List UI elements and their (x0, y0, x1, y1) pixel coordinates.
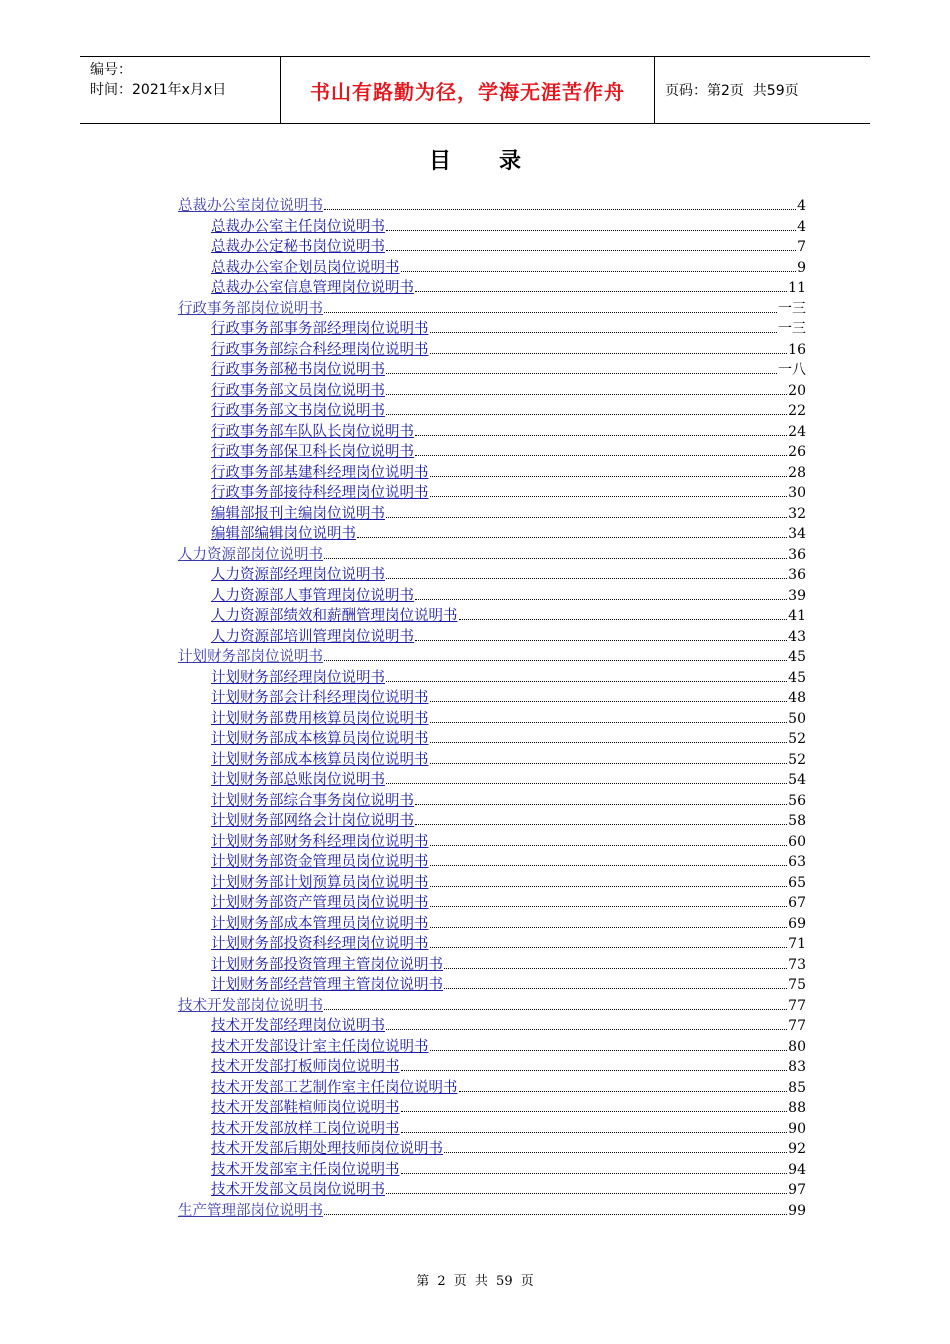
toc-entry-link[interactable]: 总裁办公室主任岗位说明书 (211, 218, 385, 235)
toc-entry[interactable] (178, 1180, 806, 1201)
toc-page-number: 45 (788, 669, 806, 686)
toc-page-number: 99 (788, 1202, 806, 1219)
toc-page-number: 一三 (778, 321, 806, 337)
toc-dot-leader (430, 865, 788, 866)
toc-dot-leader (415, 640, 787, 641)
toc-entry-link[interactable]: 计划财务部成本核算员岗位说明书 (211, 731, 429, 747)
toc-entry[interactable] (178, 606, 806, 627)
toc-entry[interactable] (178, 319, 806, 340)
toc-entry[interactable] (178, 463, 806, 484)
toc-entry[interactable] (178, 729, 806, 750)
toc-entry[interactable] (178, 668, 806, 689)
toc-dot-leader (415, 804, 787, 805)
toc-dot-leader (430, 906, 788, 907)
toc-entry-link[interactable]: 计划财务部会计科经理岗位说明书 (211, 690, 429, 706)
toc-dot-leader (386, 578, 787, 579)
toc-page-number: 36 (788, 567, 806, 583)
toc-dot-leader (430, 927, 788, 928)
toc-dot-leader (430, 1050, 788, 1051)
toc-page-number: 7 (797, 239, 806, 255)
toc-entry[interactable] (178, 934, 806, 955)
toc-dot-leader (401, 271, 797, 272)
toc-page-number: 71 (788, 936, 806, 952)
toc-page-number: 52 (788, 731, 806, 747)
toc-page-number: 20 (788, 382, 806, 399)
toc-dot-leader (324, 660, 787, 661)
toc-section-entry[interactable] (178, 647, 806, 668)
toc-entry[interactable] (178, 360, 806, 381)
table-of-contents (178, 196, 806, 1221)
toc-page-number: 83 (788, 1059, 806, 1075)
page-footer: 第 2 页 共 59 页 (416, 1274, 534, 1289)
toc-page-number: 39 (788, 587, 806, 604)
toc-page-number: 85 (788, 1079, 806, 1096)
toc-entry-link[interactable]: 计划财务部成本核算员岗位说明书 (211, 751, 429, 768)
header-page-info (655, 57, 870, 123)
toc-page-number: 63 (788, 854, 806, 870)
toc-entry-link[interactable]: 计划财务部财务科经理岗位说明书 (211, 833, 429, 850)
toc-entry-link[interactable]: 计划财务部投资科经理岗位说明书 (211, 936, 429, 952)
toc-entry[interactable] (178, 1098, 806, 1119)
toc-entry[interactable] (178, 688, 806, 709)
toc-page-number: 60 (788, 833, 806, 850)
toc-page-number: 一八 (778, 362, 806, 378)
header-meta (80, 57, 281, 123)
toc-page-number: 4 (797, 198, 806, 214)
toc-entry[interactable] (178, 955, 806, 976)
toc-entry-link[interactable]: 人力资源部岗位说明书 (178, 546, 323, 563)
toc-entry-link[interactable]: 行政事务部文员岗位说明书 (211, 382, 385, 399)
toc-title: 目录 (428, 148, 569, 174)
toc-entry[interactable] (178, 258, 806, 279)
toc-page-number: 92 (788, 1141, 806, 1157)
toc-dot-leader (401, 1111, 788, 1112)
toc-dot-leader (386, 414, 787, 415)
toc-entry-link[interactable]: 人力资源部人事管理岗位说明书 (211, 587, 414, 604)
toc-dot-leader (444, 988, 787, 989)
toc-page-number: 77 (788, 1018, 806, 1034)
toc-entry-link[interactable]: 编辑部编辑岗位说明书 (211, 526, 356, 542)
toc-dot-leader (415, 291, 787, 292)
toc-page-number: 65 (788, 874, 806, 891)
toc-entry-link[interactable]: 技术开发部放样工岗位说明书 (211, 1120, 400, 1137)
toc-page-number: 77 (788, 997, 806, 1014)
toc-page-number: 48 (788, 690, 806, 706)
toc-entry-link[interactable]: 计划财务部经营管理主管岗位说明书 (211, 977, 443, 993)
toc-dot-leader (386, 681, 787, 682)
toc-dot-leader (386, 394, 787, 395)
toc-entry-link[interactable]: 人力资源部绩效和薪酬管理岗位说明书 (211, 608, 458, 624)
toc-entry-link[interactable]: 计划财务部资产管理员岗位说明书 (211, 895, 429, 911)
toc-entry[interactable] (178, 852, 806, 873)
toc-page-number: 43 (788, 628, 806, 645)
toc-entry-link[interactable]: 计划财务部网络会计岗位说明书 (211, 813, 414, 829)
toc-entry-link[interactable]: 行政事务部基建科经理岗位说明书 (211, 464, 429, 481)
toc-dot-leader (430, 332, 778, 333)
toc-dot-leader (430, 476, 788, 477)
toc-dot-leader (386, 1193, 787, 1194)
toc-entry[interactable] (178, 1139, 806, 1160)
toc-entry[interactable] (178, 791, 806, 812)
toc-page-number: 16 (788, 341, 806, 358)
toc-entry-link[interactable]: 行政事务部保卫科长岗位说明书 (211, 444, 414, 460)
toc-page-number: 80 (788, 1038, 806, 1055)
toc-entry[interactable] (178, 524, 806, 545)
toc-dot-leader (430, 496, 788, 497)
toc-entry-link[interactable]: 行政事务部综合科经理岗位说明书 (211, 341, 429, 358)
toc-page-number: 90 (788, 1120, 806, 1137)
toc-page-number: 88 (788, 1100, 806, 1116)
toc-entry-link[interactable]: 计划财务部经理岗位说明书 (211, 669, 385, 686)
toc-dot-leader (415, 435, 787, 436)
toc-section-entry[interactable] (178, 545, 806, 566)
toc-entry-link[interactable]: 行政事务部接待科经理岗位说明书 (211, 485, 429, 501)
toc-section-entry[interactable] (178, 299, 806, 320)
toc-entry-link[interactable]: 人力资源部经理岗位说明书 (211, 567, 385, 583)
document-date: 时间：2021年x月x日 (90, 82, 227, 98)
page-header (80, 56, 870, 124)
toc-page-number: 4 (797, 218, 806, 235)
toc-entry-link[interactable]: 计划财务部资金管理员岗位说明书 (211, 854, 429, 870)
toc-dot-leader (459, 619, 788, 620)
toc-entry-link[interactable]: 技术开发部工艺制作室主任岗位说明书 (211, 1079, 458, 1096)
toc-entry-link[interactable]: 计划财务部综合事务岗位说明书 (211, 792, 414, 809)
toc-dot-leader (357, 537, 787, 538)
toc-entry[interactable] (178, 1119, 806, 1140)
toc-entry[interactable] (178, 401, 806, 422)
toc-entry[interactable] (178, 914, 806, 935)
toc-dot-leader (459, 1091, 788, 1092)
toc-dot-leader (324, 1214, 787, 1215)
toc-entry[interactable] (178, 1078, 806, 1099)
toc-page-number: 56 (788, 792, 806, 809)
toc-entry[interactable] (178, 340, 806, 361)
page-info-text: 页码：第2页 共59页 (665, 83, 799, 99)
toc-entry-link[interactable]: 技术开发部文员岗位说明书 (211, 1182, 385, 1198)
toc-page-number: 94 (788, 1161, 806, 1178)
toc-dot-leader (444, 968, 787, 969)
toc-dot-leader (415, 599, 787, 600)
toc-page-number: 32 (788, 505, 806, 522)
toc-page-number: 97 (788, 1182, 806, 1198)
toc-entry[interactable] (178, 442, 806, 463)
toc-dot-leader (386, 230, 796, 231)
toc-entry[interactable] (178, 217, 806, 238)
toc-entry-link[interactable]: 行政事务部文书岗位说明书 (211, 403, 385, 419)
toc-page-number: 67 (788, 895, 806, 911)
toc-dot-leader (401, 1070, 788, 1071)
toc-page-number: 41 (788, 608, 806, 624)
toc-entry[interactable] (178, 237, 806, 258)
toc-page-number: 30 (788, 485, 806, 501)
toc-page-number: 28 (788, 464, 806, 481)
toc-entry[interactable] (178, 586, 806, 607)
toc-dot-leader (444, 1152, 787, 1153)
toc-entry-link[interactable]: 行政事务部车队队长岗位说明书 (211, 423, 414, 440)
toc-page-number: 26 (788, 444, 806, 460)
toc-page-number: 24 (788, 423, 806, 440)
toc-dot-leader (430, 353, 788, 354)
toc-dot-leader (401, 1173, 788, 1174)
toc-dot-leader (430, 763, 788, 764)
toc-page-number: 50 (788, 710, 806, 727)
toc-dot-leader (386, 373, 777, 374)
toc-page-number: 69 (788, 915, 806, 932)
toc-dot-leader (324, 312, 777, 313)
toc-entry-link[interactable]: 技术开发部岗位说明书 (178, 997, 323, 1014)
toc-page-number: 54 (788, 772, 806, 788)
toc-entry[interactable] (178, 709, 806, 730)
toc-dot-leader (386, 250, 796, 251)
toc-entry[interactable] (178, 770, 806, 791)
toc-entry[interactable] (178, 278, 806, 299)
toc-dot-leader (430, 845, 788, 846)
toc-entry-link[interactable]: 计划财务部计划预算员岗位说明书 (211, 874, 429, 891)
toc-dot-leader (415, 455, 787, 456)
toc-page-number: 22 (788, 403, 806, 419)
toc-entry-link[interactable]: 总裁办公室岗位说明书 (178, 198, 323, 214)
toc-entry[interactable] (178, 750, 806, 771)
toc-entry-link[interactable]: 计划财务部成本管理员岗位说明书 (211, 915, 429, 932)
toc-entry[interactable] (178, 504, 806, 525)
toc-entry-link[interactable]: 总裁办公室信息管理岗位说明书 (211, 280, 414, 296)
toc-entry[interactable] (178, 811, 806, 832)
toc-entry-link[interactable]: 技术开发部设计室主任岗位说明书 (211, 1038, 429, 1055)
toc-page-number: 73 (788, 956, 806, 973)
toc-dot-leader (324, 209, 796, 210)
toc-dot-leader (401, 1132, 788, 1133)
toc-dot-leader (430, 722, 788, 723)
toc-entry-link[interactable]: 技术开发部后期处理技师岗位说明书 (211, 1141, 443, 1157)
toc-dot-leader (430, 701, 788, 702)
toc-entry[interactable] (178, 627, 806, 648)
toc-entry[interactable] (178, 893, 806, 914)
toc-entry-link[interactable]: 编辑部报刊主编岗位说明书 (211, 505, 385, 522)
toc-page-number: 52 (788, 751, 806, 768)
toc-entry[interactable] (178, 381, 806, 402)
toc-entry-link[interactable]: 行政事务部秘书岗位说明书 (211, 362, 385, 378)
toc-section-entry[interactable] (178, 1201, 806, 1222)
toc-entry[interactable] (178, 1057, 806, 1078)
toc-entry-link[interactable]: 生产管理部岗位说明书 (178, 1202, 323, 1219)
toc-entry-link[interactable]: 总裁办公定秘书岗位说明书 (211, 239, 385, 255)
toc-entry-link[interactable]: 计划财务部费用核算员岗位说明书 (211, 710, 429, 727)
document-number: 编号： (90, 62, 132, 78)
toc-entry[interactable] (178, 483, 806, 504)
toc-entry[interactable] (178, 975, 806, 996)
toc-dot-leader (386, 783, 787, 784)
toc-dot-leader (324, 558, 787, 559)
toc-dot-leader (324, 1009, 787, 1010)
toc-entry-link[interactable]: 行政事务部事务部经理岗位说明书 (211, 321, 429, 337)
toc-entry[interactable] (178, 565, 806, 586)
toc-entry-link[interactable]: 计划财务部总账岗位说明书 (211, 772, 385, 788)
toc-entry-link[interactable]: 计划财务部岗位说明书 (178, 649, 323, 665)
toc-section-entry[interactable] (178, 196, 806, 217)
toc-dot-leader (430, 742, 788, 743)
toc-entry-link[interactable]: 总裁办公室企划员岗位说明书 (211, 259, 400, 276)
toc-entry-link[interactable]: 人力资源部培训管理岗位说明书 (211, 628, 414, 645)
header-motto: 书山有路勤为径，学海无涯苦作舟 (281, 57, 655, 123)
toc-entry-link[interactable]: 技术开发部室主任岗位说明书 (211, 1161, 400, 1178)
toc-page-number: 45 (788, 649, 806, 665)
toc-page-number: 36 (788, 546, 806, 563)
toc-entry-link[interactable]: 技术开发部经理岗位说明书 (211, 1018, 385, 1034)
toc-entry[interactable] (178, 873, 806, 894)
toc-page-number: 11 (788, 280, 806, 296)
toc-page-number: 一三 (778, 300, 806, 317)
toc-entry-link[interactable]: 计划财务部投资管理主管岗位说明书 (211, 956, 443, 973)
toc-entry-link[interactable]: 技术开发部打板师岗位说明书 (211, 1059, 400, 1075)
toc-entry-link[interactable]: 行政事务部岗位说明书 (178, 300, 323, 317)
toc-page-number: 75 (788, 977, 806, 993)
toc-dot-leader (415, 824, 787, 825)
toc-section-entry[interactable] (178, 996, 806, 1017)
toc-dot-leader (386, 1029, 787, 1030)
toc-entry[interactable] (178, 1016, 806, 1037)
toc-dot-leader (386, 517, 787, 518)
toc-entry[interactable] (178, 1037, 806, 1058)
toc-dot-leader (430, 886, 788, 887)
toc-entry[interactable] (178, 832, 806, 853)
toc-entry[interactable] (178, 1160, 806, 1181)
toc-dot-leader (430, 947, 788, 948)
toc-page-number: 9 (797, 259, 806, 276)
toc-page-number: 58 (788, 813, 806, 829)
toc-page-number: 34 (788, 526, 806, 542)
toc-entry[interactable] (178, 422, 806, 443)
toc-entry-link[interactable]: 技术开发部鞋楦师岗位说明书 (211, 1100, 400, 1116)
